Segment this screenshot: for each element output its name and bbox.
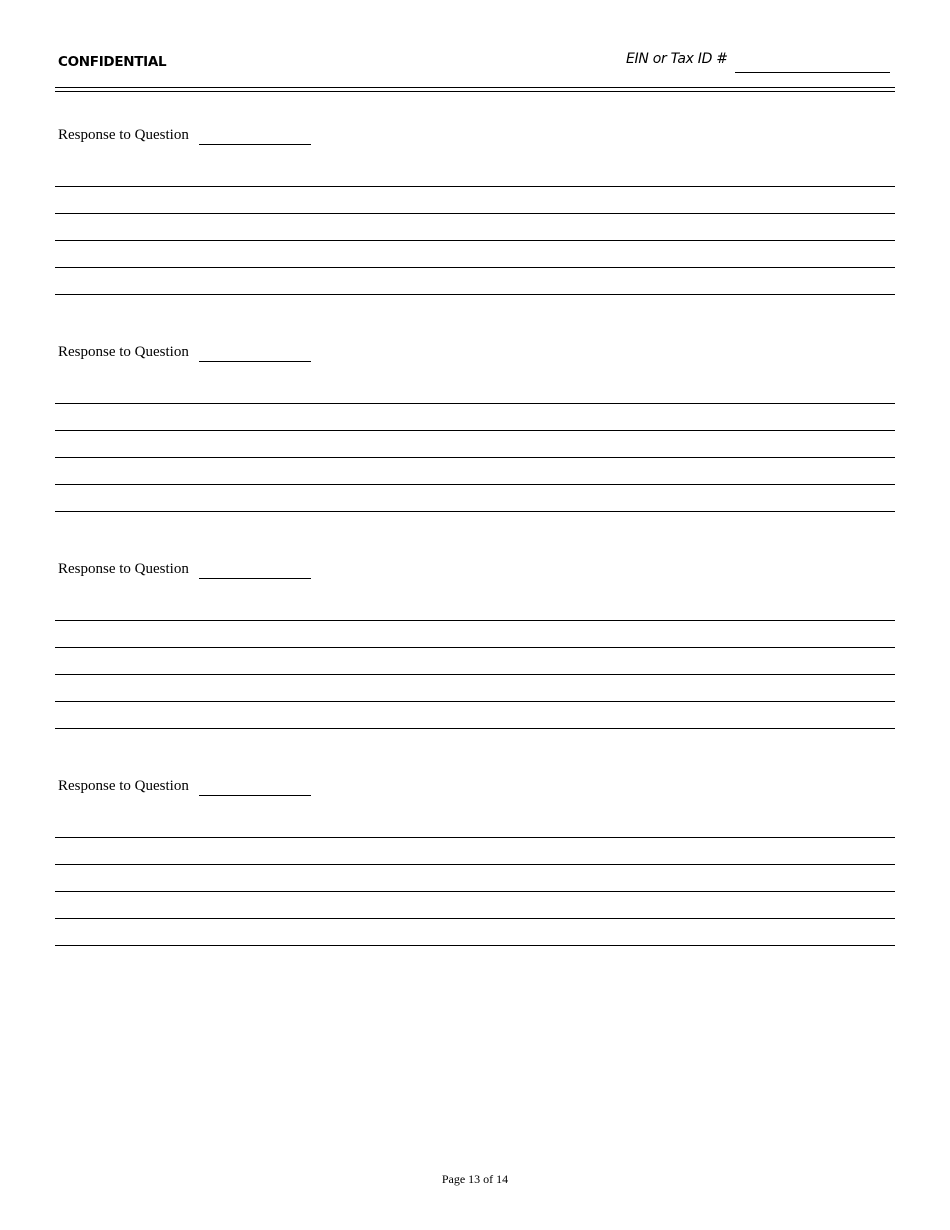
- question-number-input[interactable]: [199, 361, 311, 362]
- ein-label: EIN or Tax ID #: [626, 51, 728, 67]
- response-label: Response to Question: [58, 561, 189, 577]
- response-label: Response to Question: [58, 778, 189, 794]
- response-section: [0, 555, 950, 755]
- header-divider-bottom: [55, 91, 895, 92]
- answer-line[interactable]: [55, 267, 895, 268]
- answer-line[interactable]: [55, 213, 895, 214]
- answer-line[interactable]: [55, 728, 895, 729]
- answer-line[interactable]: [55, 864, 895, 865]
- answer-line[interactable]: [55, 240, 895, 241]
- question-number-input[interactable]: [199, 795, 311, 796]
- response-label: Response to Question: [58, 344, 189, 360]
- question-number-input[interactable]: [199, 578, 311, 579]
- answer-line[interactable]: [55, 891, 895, 892]
- header-divider-top: [55, 87, 895, 88]
- answer-line[interactable]: [55, 945, 895, 946]
- answer-line[interactable]: [55, 647, 895, 648]
- answer-line[interactable]: [55, 430, 895, 431]
- confidential-heading: CONFIDENTIAL: [58, 54, 167, 70]
- ein-input[interactable]: [735, 72, 890, 73]
- page-number: Page 13 of 14: [441, 1172, 509, 1186]
- answer-line[interactable]: [55, 918, 895, 919]
- answer-line[interactable]: [55, 186, 895, 187]
- answer-line[interactable]: [55, 457, 895, 458]
- answer-line[interactable]: [55, 403, 895, 404]
- answer-line[interactable]: [55, 294, 895, 295]
- answer-line[interactable]: [55, 511, 895, 512]
- response-section: [0, 772, 950, 972]
- response-section: [0, 121, 950, 321]
- answer-line[interactable]: [55, 837, 895, 838]
- response-label: Response to Question: [58, 127, 189, 143]
- response-section: [0, 338, 950, 538]
- answer-line[interactable]: [55, 484, 895, 485]
- answer-line[interactable]: [55, 674, 895, 675]
- question-number-input[interactable]: [199, 144, 311, 145]
- answer-line[interactable]: [55, 701, 895, 702]
- answer-line[interactable]: [55, 620, 895, 621]
